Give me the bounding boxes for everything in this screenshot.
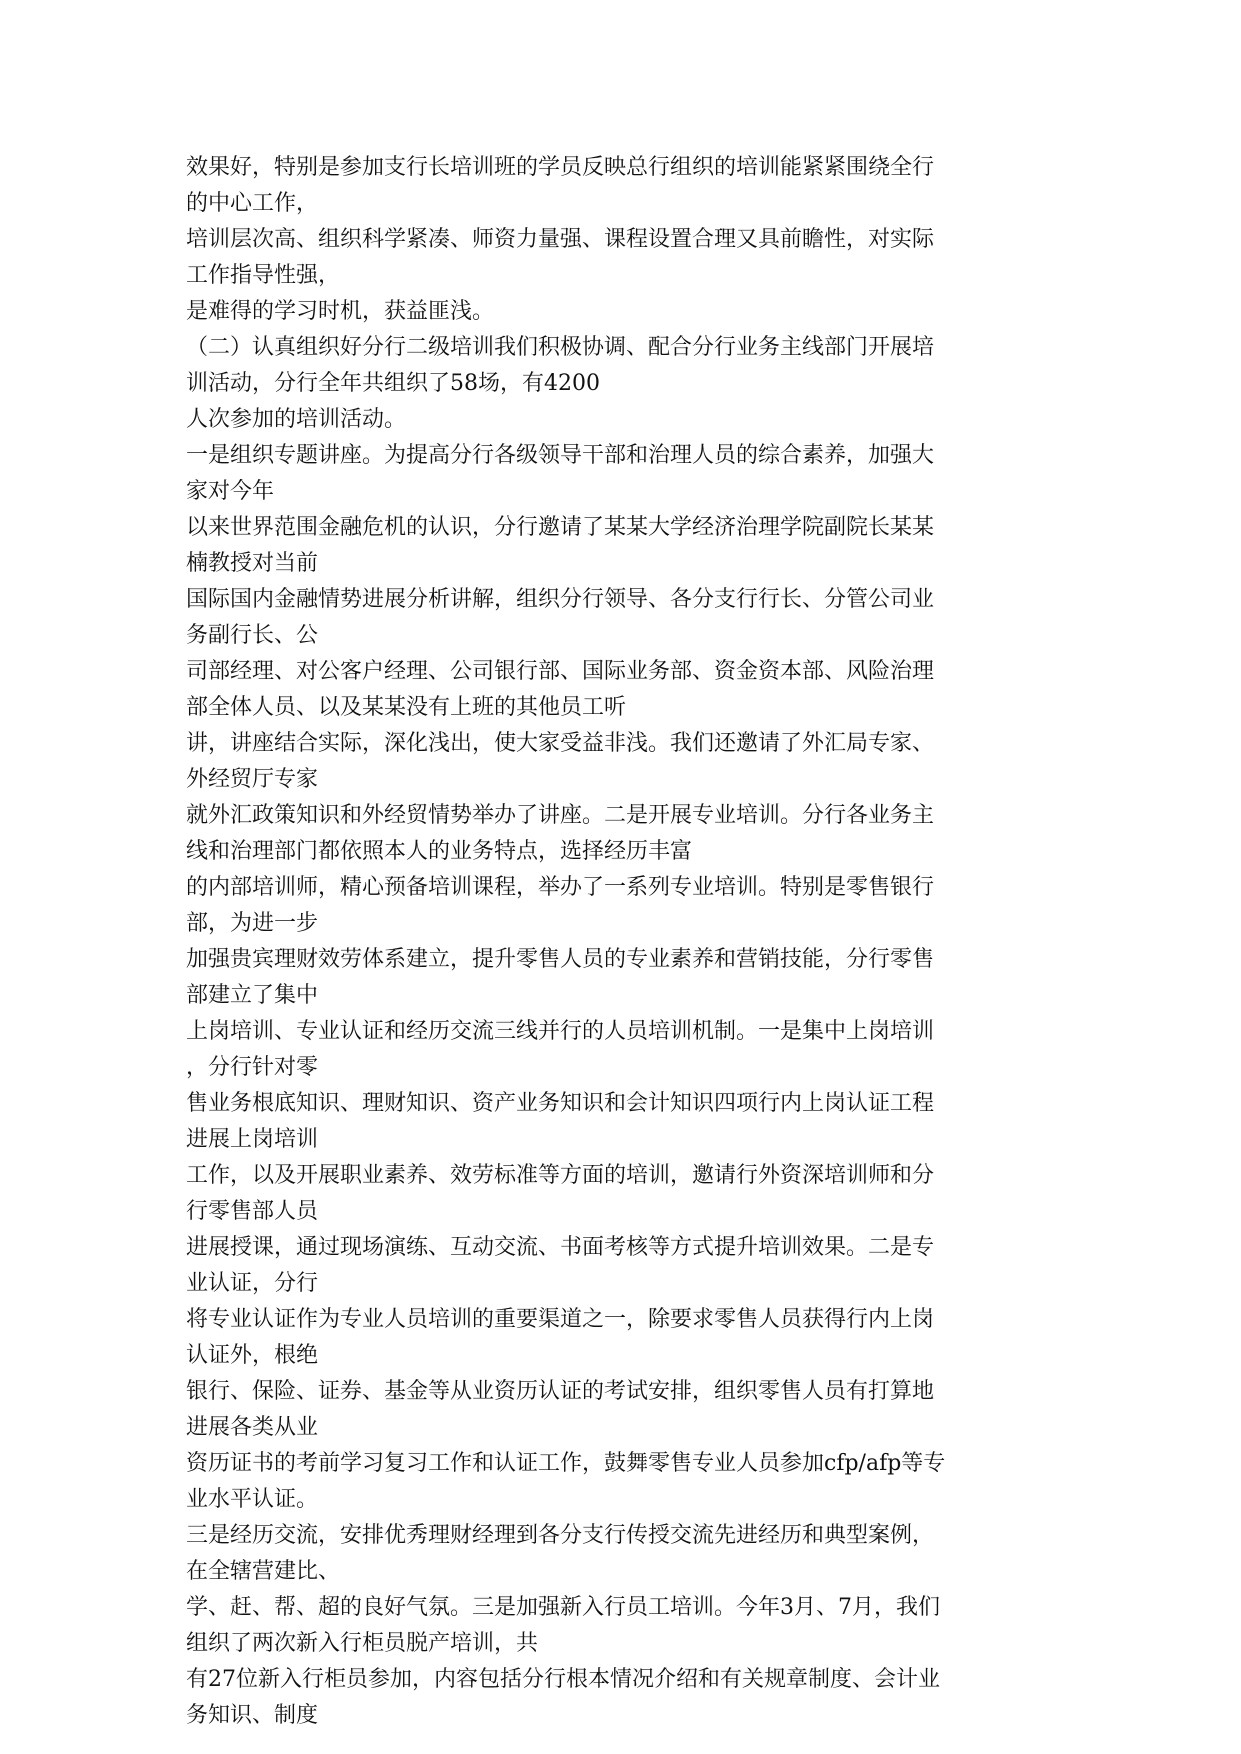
text-line: 三是经历交流，安排优秀理财经理到各分支行传授交流先进经历和典型案例， <box>186 1523 935 1548</box>
text-line: 上岗培训、专业认证和经历交流三线并行的人员培训机制。一是集中上岗培训 <box>186 1019 935 1044</box>
text-line: 的内部培训师，精心预备培训课程，举办了一系列专业培训。特别是零售银行 <box>186 875 935 900</box>
text-line: 将专业认证作为专业人员培训的重要渠道之一，除要求零售人员获得行内上岗 <box>186 1307 935 1332</box>
text-line: 部，为进一步 <box>186 911 319 936</box>
text-line: 的中心工作， <box>186 191 319 216</box>
text-line: 以来世界范围金融危机的认识，分行邀请了某某大学经济治理学院副院长某某 <box>186 515 935 540</box>
text-line: 是难得的学习时机，获益匪浅。 <box>186 299 495 324</box>
document-body <box>186 150 1056 1734</box>
text-line: 线和治理部门都依照本人的业务特点，选择经历丰富 <box>186 839 693 864</box>
text-line: 家对今年 <box>186 479 275 504</box>
text-line: 售业务根底知识、理财知识、资产业务知识和会计知识四项行内上岗认证工程 <box>186 1091 935 1116</box>
text-line: 务副行长、公 <box>186 623 319 648</box>
text-line: 一是组织专题讲座。为提高分行各级领导干部和治理人员的综合素养，加强大 <box>186 443 935 468</box>
text-line: 行零售部人员 <box>186 1199 319 1224</box>
text-line: 有27位新入行柜员参加，内容包括分行根本情况介绍和有关规章制度、会计业 <box>186 1667 940 1692</box>
text-line: 就外汇政策知识和外经贸情势举办了讲座。二是开展专业培训。分行各业务主 <box>186 803 935 828</box>
text-line: 人次参加的培训活动。 <box>186 407 407 432</box>
text-line: 进展上岗培训 <box>186 1127 319 1152</box>
text-line: 学、赶、帮、超的良好气氛。三是加强新入行员工培训。今年3月、7月，我们 <box>186 1595 940 1620</box>
text-line: 加强贵宾理财效劳体系建立，提升零售人员的专业素养和营销技能，分行零售 <box>186 947 935 972</box>
text-line: 业水平认证。 <box>186 1487 319 1512</box>
text-line: 效果好，特别是参加支行长培训班的学员反映总行组织的培训能紧紧围绕全行 <box>186 155 935 180</box>
text-line: 工作，以及开展职业素养、效劳标准等方面的培训，邀请行外资深培训师和分 <box>186 1163 935 1188</box>
text-line: 部建立了集中 <box>186 983 319 1008</box>
text-line: 国际国内金融情势进展分析讲解，组织分行领导、各分支行行长、分管公司业 <box>186 587 935 612</box>
text-line: 训活动，分行全年共组织了58场，有4200 <box>186 371 600 396</box>
text-line: 工作指导性强， <box>186 263 341 288</box>
text-line: 务知识、制度 <box>186 1703 319 1728</box>
text-line: 司部经理、对公客户经理、公司银行部、国际业务部、资金资本部、风险治理 <box>186 659 935 684</box>
text-line: 业认证，分行 <box>186 1271 319 1296</box>
text-line: （二）认真组织好分行二级培训我们积极协调、配合分行业务主线部门开展培 <box>186 335 935 360</box>
text-line: 资历证书的考前学习复习工作和认证工作，鼓舞零售专业人员参加cfp/afp等专 <box>186 1451 946 1476</box>
text-line: 银行、保险、证券、基金等从业资历认证的考试安排，组织零售人员有打算地 <box>186 1379 935 1404</box>
text-line: 外经贸厅专家 <box>186 767 319 792</box>
text-line: 讲，讲座结合实际，深化浅出，使大家受益非浅。我们还邀请了外汇局专家、 <box>186 731 935 756</box>
text-line: 组织了两次新入行柜员脱产培训，共 <box>186 1631 539 1656</box>
text-line: 认证外，根绝 <box>186 1343 319 1368</box>
text-line: 培训层次高、组织科学紧凑、师资力量强、课程设置合理又具前瞻性，对实际 <box>186 227 935 252</box>
text-line: 进展各类从业 <box>186 1415 319 1440</box>
text-line: ，分行针对零 <box>186 1055 319 1080</box>
text-line: 进展授课，通过现场演练、互动交流、书面考核等方式提升培训效果。二是专 <box>186 1235 935 1260</box>
text-line: 部全体人员、以及某某没有上班的其他员工听 <box>186 695 627 720</box>
text-line: 楠教授对当前 <box>186 551 319 576</box>
text-line: 在全辖营建比、 <box>186 1559 341 1584</box>
